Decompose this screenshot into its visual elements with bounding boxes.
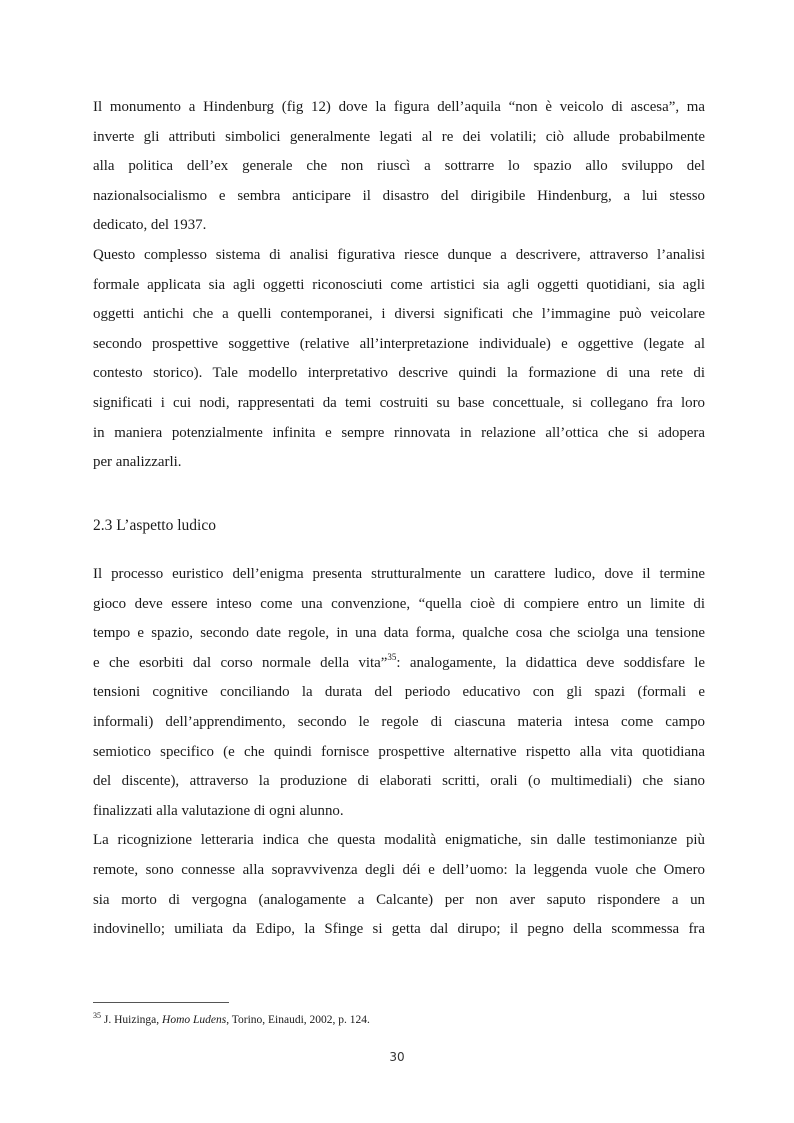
text-line: in maniera potenzialmente infinita e sempre rinnovata in relazione all’ottica che si adopera [93,424,705,441]
text-line: dedicato, del 1937. [93,217,207,234]
section-heading: 2.3 L’aspetto ludico [93,517,216,534]
text-line: tensioni cognitive conciliando la durata del periodo educativo con gli spazi (formali e [93,684,705,701]
paragraph-ricognizione [93,826,705,944]
text-line: finalizzati alla valutazione di ogni alunno. [93,802,344,819]
text-line: remote, sono connesse alla sopravvivenza degli déi e dell’uomo: la leggenda vuole che Omero [93,861,705,878]
text-line: del discente), attraverso la produzione di elaborati scritti, orali (o multimediali) che siano [93,773,705,790]
text-line: significati i cui nodi, rappresentati da temi costruiti su base concettuale, si collegano fra loro [93,394,705,411]
text-line: Il processo euristico dell’enigma presenta strutturalmente un carattere ludico, dove il termine [93,566,705,582]
text-line: sia morto di vergogna (analogamente a Calcante) per non aver saputo rispondere a un [93,891,705,908]
text-line: contesto storico). Tale modello interpretativo descrive quindi la formazione di una rete di [93,365,705,382]
text-line: indovinello; umiliata da Edipo, la Sfinge si getta dal dirupo; il pegno della scommessa fra [93,921,705,938]
paragraph-hindenburg [93,93,705,241]
footnote-number: 35 [93,1011,101,1021]
body-text-lower [93,560,705,945]
footnote-details: , Torino, Einaudi, 2002, p. 124. [226,1014,370,1026]
text-line: per analizzarli. [93,454,182,471]
text-line: tempo e spazio, secondo date regole, in una data forma, qualche cosa che sciolga una tensione [93,625,705,642]
text-line: Il monumento a Hindenburg (fig 12) dove la figura dell’aquila “non è veicolo di ascesa”, ma [93,99,705,115]
text-line: formale applicata sia agli oggetti riconosciuti come artistici sia agli oggetti quotidiani, sia agli [93,276,705,293]
text-line: secondo prospettive soggettive (relative all’interpretazione individuale) e oggettive (legate al [93,335,705,352]
text-line-with-footnote [93,649,705,679]
text-line: gioco deve essere inteso come una convenzione, “quella cioè di compiere entro un limite di [93,595,705,612]
text-line: La ricognizione letteraria indica che questa modalità enigmatiche, sin dalle testimonianze più [93,832,705,849]
text-line: oggetti antichi che a quelli contemporanei, i diversi significati che l’immagine può veicolare [93,306,705,323]
footnote-reference[interactable]: 35 [387,651,397,662]
footnote-author: J. Huizinga, [103,1014,160,1026]
text-run: : analogamente, la didattica deve soddisfare le [396,654,706,671]
text-line: inverte gli attributi simbolici generalmente legati al re dei volatili; ciò allude probabilmente [93,128,705,145]
footnote-separator [93,1002,229,1003]
paragraph-analisi [93,241,705,478]
text-line: semiotico specifico (e che quindi fornisce prospettive alternative rispetto alla vita quotidiana [93,743,705,760]
footnote-title: Homo Ludens [162,1014,227,1026]
footnote [93,1011,370,1026]
page-number: 30 [389,1050,405,1064]
text-line: informali) dell’apprendimento, secondo le regole di ciascuna materia intesa come campo [93,713,705,730]
text-line: nazionalsocialismo e sembra anticipare il disastro del dirigibile Hindenburg, a lui stesso [93,187,705,204]
text-line: alla politica dell’ex generale che non riuscì a sottrarre lo spazio allo sviluppo del [93,158,705,175]
paragraph-enigma [93,560,705,826]
text-line: Questo complesso sistema di analisi figurativa riesce dunque a descrivere, attraverso l’analisi [93,246,705,263]
body-text-upper [93,93,705,478]
text-run: e che esorbiti dal corso normale della vita” [93,654,388,671]
